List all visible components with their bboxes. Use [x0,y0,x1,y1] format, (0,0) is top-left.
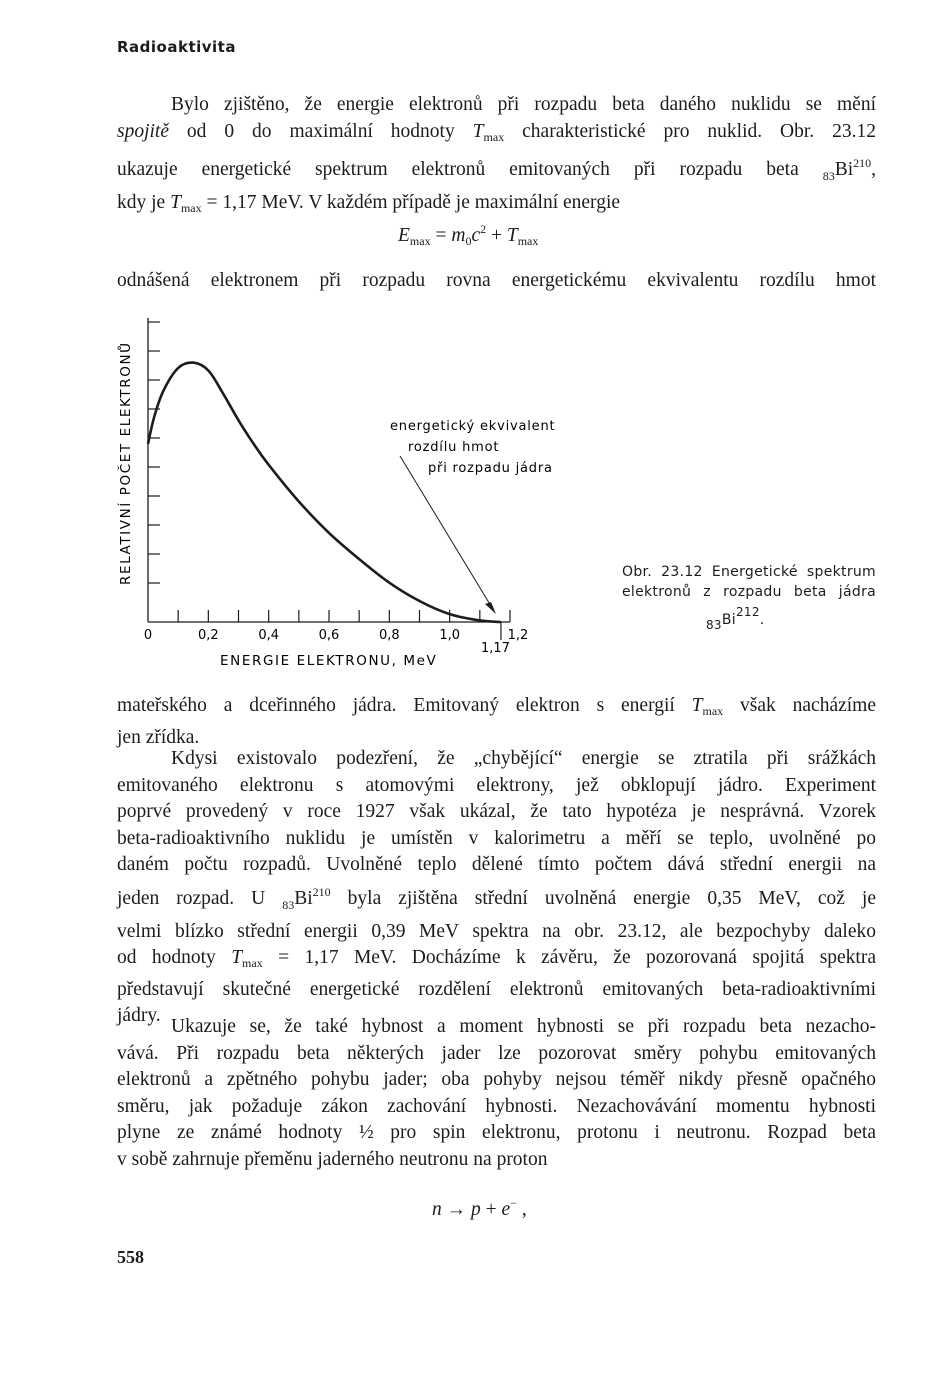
text-line: odnášená elektronem při rozpadu rovna energetickému ekvivalentu rozdílu hmot [117,270,876,291]
paragraph-momentum [117,1014,876,1174]
text-line: Bylo zjištěno, že energie elektronů při rozpadu beta daného nuklidu se mění [171,94,876,115]
text-line: jádry. [117,1005,161,1027]
arrow-head [485,602,496,614]
x-tick-label: 0,6 [318,628,340,643]
equation-emax: $E_{max} = m_0c^2 + T_{max}$ [398,222,539,248]
x-axis-label: ENERGIE ELEKTRONU, MeV [220,653,438,669]
text-line: elektronů a zpětného pohybu jader; oba pohyby nejsou téměř nikdy přesně opačného [117,1069,876,1091]
text-line: vává. Při rozpadu beta některých jader lze pozorovat směry pohybu emitovaných [117,1042,876,1064]
text-line: daném počtu rozpadů. Uvolněné teplo dělené tímto počtem dává střední energii na [117,854,876,876]
text-line: ukazuje energetické spektrum elektronů emitovaných při rozpadu beta $_{83}Bi^{210}$, [117,156,876,184]
annotation-line-2: rozdílu hmot [408,440,500,455]
text-line: spojitě od 0 do maximální hodnoty $T_{max}$ charakteristické pro nuklid. Obr. 23.12 [117,120,876,144]
text-line: jen zřídka. [117,726,200,748]
text-line: poprvé provedený v roce 1927 však ukázal, že tato hypotéza je nesprávná. Vzorek [117,801,876,823]
beta-spectrum-chart [100,300,620,680]
x-tick-labels [144,628,528,643]
text-line: Kdysi existovalo podezření, že „chybějící“ energie se ztratila při srážkách [171,748,876,769]
text-line: Ukazuje se, že také hybnost a moment hybnosti se při rozpadu beta nezacho- [171,1016,876,1037]
text-line: plyne ze známé hodnoty ½ pro spin elektronu, protonu i neutronu. Rozpad beta [117,1122,876,1144]
text-line: od hodnoty $T_{max} = 1,17$ MeV. Docházíme k závěru, že pozorovaná spojitá spektra [117,947,877,971]
tmax-tick-label: 1,17 [481,641,510,656]
caption-line: Obr. 23.12 Energetické spektrum [622,564,876,580]
x-tick-label: 0,4 [258,628,280,643]
paragraph-rare-electrons [117,693,876,751]
page-number: 558 [117,1247,144,1267]
x-tick-label: 0,8 [378,628,400,643]
text-line: velmi blízko střední energii 0,39 MeV spektra na obr. 23.12, ale bezpochyby daleko [117,920,876,942]
running-header: Radioaktivita [117,38,236,56]
paragraph-calorimeter [117,746,876,1030]
text-line: beta-radioaktivního nuklidu je umístěn v kalorimetru a měří se teplo, uvolněné po [117,827,876,849]
paragraph-intro-continued [117,268,876,295]
text-line: v sobě zahrnuje přeměnu jaderného neutronu na proton [117,1148,548,1170]
figure-caption [622,562,876,635]
caption-line: 83Bi212. [706,605,765,632]
y-axis-label: RELATIVNÍ POČET ELEKTRONŮ [118,341,134,585]
equation-neutron-decay: n → p + e− , [432,1196,527,1220]
x-tick-label: 1,0 [439,628,461,643]
caption-line: elektronů z rozpadu beta jádra [622,584,876,600]
x-tick-label: 1,2 [507,628,529,643]
x-tick-label: 0,2 [197,628,219,643]
paragraph-intro [117,92,876,221]
text-line: směru, jak požaduje zákon zachování hybnosti. Nezachovávání momentu hybnosti [117,1095,876,1117]
annotation-arrow [400,456,494,611]
ticks [148,322,510,640]
spectrum-curve [148,363,501,622]
x-tick-label: 0 [143,628,153,643]
text-line: emitovaného elektronu s atomovými elektrony, jež obklopují jádro. Experiment [117,774,876,796]
text-line: mateřského a dceřinného jádra. Emitovaný elektron s energií $T_{max}$ však nacházíme [117,695,876,718]
text-line: jeden rozpad. U $_{83}Bi^{210}$ byla zjištěna střední uvolněná energie 0,35 MeV, což je [117,884,876,912]
text-line: představují skutečné energetické rozdělení elektronů emitovaných beta-radioaktivními [117,978,876,1000]
text-line: kdy je $T_{max} = 1,17$ MeV. V každém případě je maximální energie [117,191,621,215]
annotation-line-3: při rozpadu jádra [428,461,553,476]
annotation-line-1: energetický ekvivalent [390,419,556,434]
